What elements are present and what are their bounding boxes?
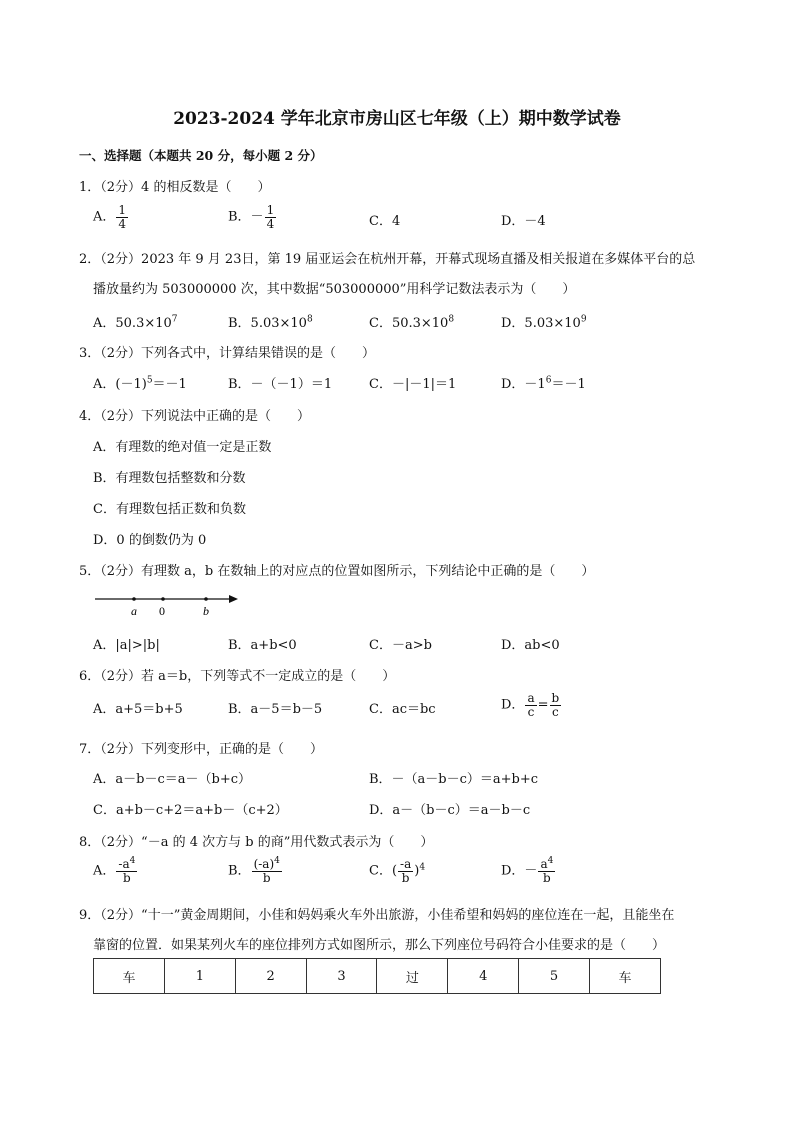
- arrow-head-icon: [229, 595, 238, 603]
- option-b: B．a+b<0: [228, 638, 297, 653]
- question-7-options-row2: [93, 799, 733, 821]
- option-d: D．－4: [501, 214, 546, 229]
- option-c: C．a+b－c+2＝a+b－（c+2）: [93, 803, 288, 818]
- option-a: A．$50.3\times 10^7$: [93, 314, 178, 331]
- fraction: $\frac{-a}{b}$: [400, 857, 412, 885]
- option-b: B．a－5＝b－5: [228, 702, 323, 717]
- option-b: B．－（－1）＝1: [228, 377, 333, 392]
- point-b: [204, 597, 208, 601]
- fraction: $\frac{b}{c}$: [551, 691, 560, 719]
- question-8-stem: 8．（2分）“－a 的 4 次方与 b 的商”用代数式表示为（ ）: [79, 835, 434, 850]
- question-7-stem: 7．（2分）下列变形中，正确的是（ ）: [79, 742, 324, 757]
- seat-cell: 5: [519, 959, 590, 994]
- question-9-stem-line2: 靠窗的位置．如果某列火车的座位排列方式如图所示，那么下列座位号码符合小佳要求的是（ ）: [93, 938, 666, 953]
- fraction: $\frac{(-a)^4}{b}$: [253, 856, 280, 885]
- question-6-options: [93, 691, 733, 719]
- option-c: C．4: [369, 214, 401, 229]
- option-c: C．－a>b: [369, 638, 432, 653]
- option-d: D．－ $\frac{a^4}{b}$: [501, 856, 554, 885]
- option-a: A．|a|>|b|: [93, 638, 160, 653]
- question-2-stem-line2: 播放量约为 503000000 次，其中数据“503000000”用科学记数法表示为（ ）: [93, 282, 576, 297]
- option-d: D．ab<0: [501, 638, 560, 653]
- seat-layout-table: [93, 958, 661, 994]
- question-2-stem-line1: 2．（2分）2023 年 9 月 23日，第 19 届亚运会在杭州开幕，开幕式现场直播及相关报道在多媒体平台的总: [79, 252, 696, 267]
- seat-cell: 4: [448, 959, 519, 994]
- option-d: D．$5.03\times 10^9$: [501, 314, 587, 331]
- question-3-stem: 3．（2分）下列各式中，计算结果错误的是（ ）: [79, 346, 376, 361]
- question-6-stem: 6．（2分）若 a＝b，下列等式不一定成立的是（ ）: [79, 669, 396, 684]
- option-c: C．－|－1|＝1: [369, 377, 457, 392]
- seat-cell: 车: [589, 959, 660, 994]
- label-b: b: [203, 604, 209, 618]
- seat-cell: 2: [235, 959, 306, 994]
- seat-cell: 3: [306, 959, 377, 994]
- question-1-stem: 1．（2分）4 的相反数是（ ）: [79, 180, 271, 195]
- option-a: A．a+5＝b+5: [93, 702, 183, 717]
- option-d: D．$-1^6=-1$: [501, 375, 586, 392]
- section-heading: 一、选择题（本题共 20 分，每小题 2 分）: [79, 148, 323, 163]
- option-a: A．有理数的绝对值一定是正数: [93, 440, 272, 455]
- fraction: $\frac{1}{4}$: [266, 203, 275, 231]
- option-a: A．$(-1)^5=-1$: [93, 375, 187, 392]
- option-b: B．有理数包括整数和分数: [93, 471, 246, 486]
- question-8-options: [93, 856, 733, 885]
- option-c: C．$50.3\times 10^8$: [369, 314, 455, 331]
- point-a: [132, 597, 136, 601]
- fraction: $\frac{-a^4}{b}$: [118, 856, 136, 885]
- option-a: A． $\frac{-a^4}{b}$: [93, 856, 136, 885]
- option-d: D．a－（b－c）＝a－b－c: [369, 803, 531, 818]
- table-row: [94, 959, 661, 994]
- fraction: $\frac{a^4}{b}$: [540, 856, 554, 885]
- question-2-options: [93, 312, 733, 334]
- fraction: $\frac{1}{4}$: [118, 203, 127, 231]
- label-a: a: [131, 604, 137, 618]
- option-a: A．a－b－c＝a－（b+c）: [93, 772, 251, 787]
- option-c: C．ac＝bc: [369, 702, 436, 717]
- option-b: B．－ $\frac{1}{4}$: [228, 203, 275, 231]
- option-d: D． $\frac{a}{c}$ = $\frac{b}{c}$: [501, 691, 560, 719]
- number-line-figure: [93, 593, 243, 619]
- option-b: B．－（a－b－c）＝a+b+c: [369, 772, 539, 787]
- question-1-options: [93, 203, 733, 231]
- option-a: A． $\frac{1}{4}$: [93, 203, 127, 231]
- option-d: D．0 的倒数仍为 0: [93, 533, 207, 548]
- option-c: C．有理数包括正数和负数: [93, 502, 246, 517]
- question-3-options: [93, 373, 733, 395]
- seat-cell: 1: [165, 959, 236, 994]
- seat-cell: 车: [94, 959, 165, 994]
- point-zero: [161, 597, 165, 601]
- question-4-stem: 4．（2分）下列说法中正确的是（ ）: [79, 409, 311, 424]
- label-zero: 0: [159, 604, 165, 618]
- page-title: 2023-2024 学年北京市房山区七年级（上）期中数学试卷: [173, 109, 621, 129]
- fraction: $\frac{a}{c}$: [527, 691, 535, 719]
- option-b: B．$5.03\times 10^8$: [228, 314, 313, 331]
- question-9-stem-line1: 9．（2分）“十一”黄金周期间，小佳和妈妈乘火车外出旅游，小佳希望和妈妈的座位连在一起，且能坐在: [79, 908, 675, 923]
- question-5-options: [93, 634, 733, 656]
- seat-cell: 过: [377, 959, 448, 994]
- question-7-options-row1: [93, 768, 733, 790]
- option-c: C．( $\frac{-a}{b}$ )$^4$: [369, 857, 426, 885]
- option-b: B． $\frac{(-a)^4}{b}$: [228, 856, 280, 885]
- question-5-stem: 5．（2分）有理数 a，b 在数轴上的对应点的位置如图所示，下列结论中正确的是（ ）: [79, 564, 595, 579]
